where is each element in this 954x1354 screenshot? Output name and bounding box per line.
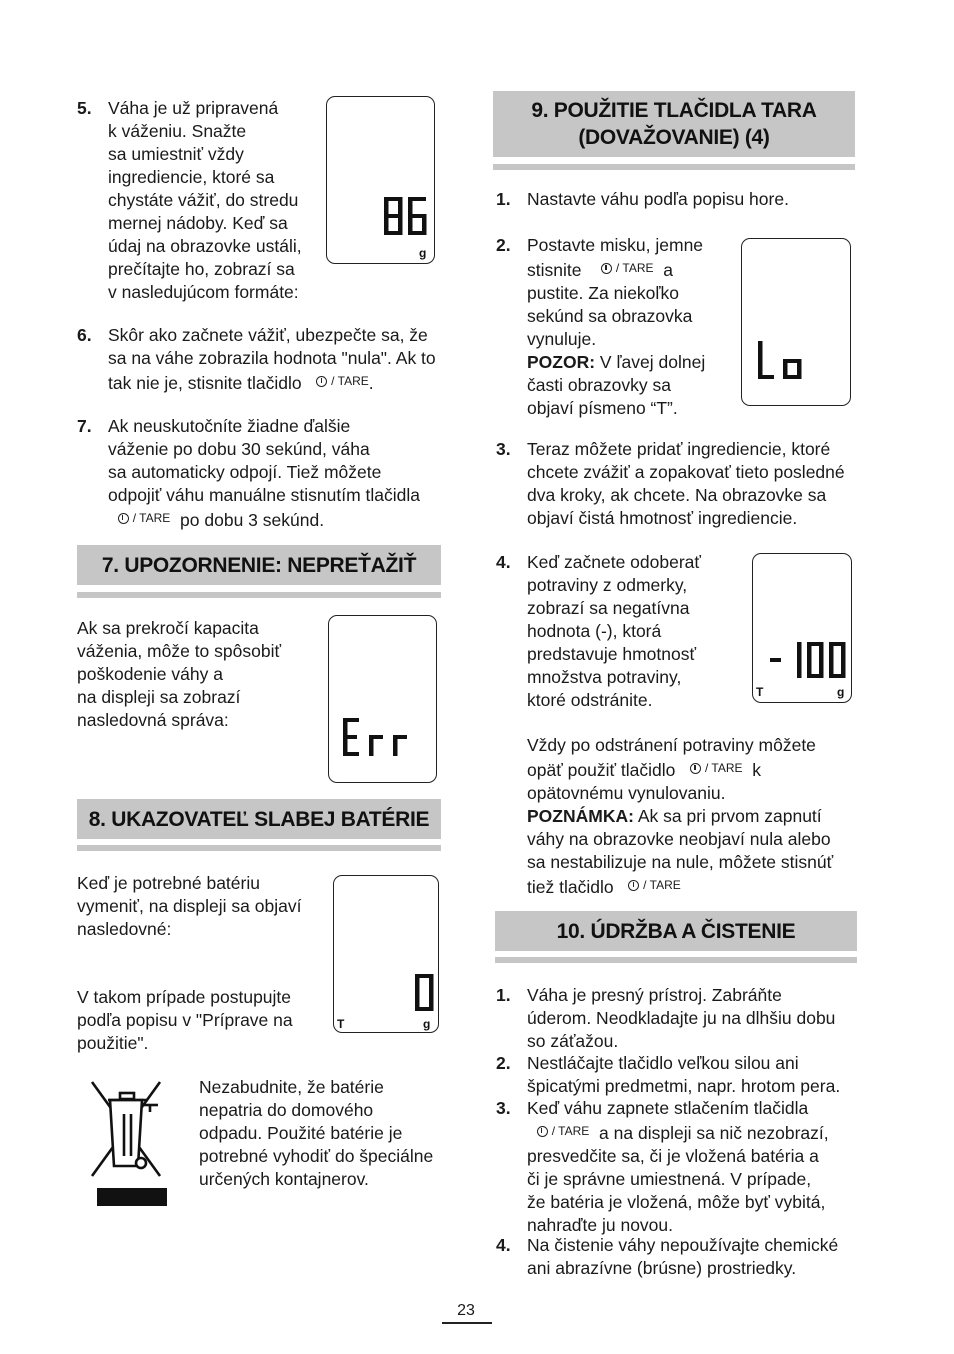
section-heading: 7. UPOZORNENIE: NEPREŤAŽIŤ [77,545,441,585]
tare-button-icon: / TARE [537,1120,590,1143]
item-number: 1. [496,985,511,1005]
item-number: 3. [496,439,511,459]
unit-label: g [419,246,427,260]
section-rule [77,845,441,851]
s10-item3-text: Keď váhu zapnete stlačením tlačidla / TARE a na displeji sa nič nezobrazí, presvedčite sa, či je vložená batéria a či je správne umiestnená. V prípade, že batéria je vložená, môže byť vybitá, nahraďte ju novou. [527,1098,829,1235]
lcd-display-zero [333,875,439,1033]
lcd-display-86 [326,96,435,264]
s10-item4-text: Na čistenie váhy nepoužívajte chemické ani abrazívne (brúsne) prostriedky. [527,1235,839,1278]
s9-item2-text: Postavte misku, jemne stisnite / TARE a pustite. Za niekoľko sekúnd sa obrazovka vynuluje. POZOR: V ľavej dolnej časti obrazovky sa objaví písmeno “T”. [527,235,706,418]
power-icon [118,513,129,524]
s9-after-text: Vždy po odstránení potraviny môžete opäť použiť tlačidlo / TARE k opätovnému vynulovaniu. POZNÁMKA: Ak sa pri prvom zapnutí váhy na obrazovke neobjaví nula alebo sa nestabilizuje na nule, môžete stisnúť tiež tlačidlo / TARE [527,735,834,897]
footer-rule [442,1322,492,1324]
item6-text: Skôr ako začnete vážiť, ubezpečte sa, že sa na váhe zobrazila hodnota "nula". Ak to tak nie je, stisnite tlačidlo / TARE . [108,325,436,393]
power-icon [316,376,327,387]
power-icon [537,1126,548,1137]
s9-item1-text: Nastavte váhu podľa popisu hore. [527,189,789,209]
lcd-readout [753,554,853,704]
tare-flag: T [756,685,764,699]
lcd-display-lo [741,238,851,406]
unit-label: g [837,685,845,699]
item-number: 3. [496,1098,511,1118]
section7-text: Ak sa prekročí kapacita váženia, môže to spôsobiť poškodenie váhy a na displeji sa zobrazí nasledovná správa: [77,618,282,730]
tare-button-icon: / TARE [690,757,743,780]
lcd-readout [742,239,852,407]
item-number: 2. [496,235,511,255]
section8-text-a: Keď je potrebné batériu vymeniť, na displeji sa objaví nasledovné: [77,873,302,939]
crossed-out-bin-icon [88,1078,172,1210]
item-number: 4. [496,552,511,572]
power-icon [690,763,701,774]
lcd-readout [334,876,440,1034]
tare-button-icon: / TARE [628,874,681,897]
section-rule [495,957,857,963]
item5-text: Váha je už pripravená k váženiu. Snažte sa umiestniť vždy ingrediencie, ktoré sa chystáte vážiť, do stredu mernej nádoby. Keď sa údaj na obrazovke ustáli, prečítajte ho, zobrazí sa v nasledujúcom formáte: [108,98,302,302]
power-icon [601,263,612,274]
lcd-readout [327,97,436,265]
item-number: 5. [77,98,92,118]
s9-item4-text: Keď začnete odoberať potraviny z odmerky, zobrazí sa negatívna hodnota (-), ktorá predstavuje hmotnosť množstva potraviny, ktoré odstránite. [527,552,701,710]
s10-item1-text: Váha je presný prístroj. Zabráňte úderom. Neodkladajte ju na dlhšiu dobu so záťažou. [527,985,836,1051]
item-number: 1. [496,189,511,209]
item-number: 7. [77,416,92,436]
section-heading: 9. POUŽITIE TLAČIDLA TARA (DOVAŽOVANIE) (4) [493,91,855,157]
item7-text: Ak neuskutočníte žiadne ďalšie váženie po dobu 30 sekúnd, váha sa automaticky odpojí. Tiež môžete odpojiť váhu manuálne stisnutím tlačidla / TARE po dobu 3 sekúnd. [108,416,421,530]
s10-item2-text: Nestláčajte tlačidlo veľkou silou ani špicatými predmetmi, napr. hrotom pera. [527,1053,841,1096]
unit-label: g [423,1017,431,1031]
tare-button-icon: / TARE [118,507,171,530]
s9-item3-text: Teraz môžete pridať ingrediencie, ktoré chcete zvážiť a zopakovať tieto posledné dva kroky, ak chcete. Na obrazovke sa objaví čistá hmotnosť ingrediencie. [527,439,845,528]
tare-flag: T [337,1017,345,1031]
lcd-display-err [328,615,437,783]
battery-note-text: Nezabudnite, že batérie nepatria do domového odpadu. Použité batérie je potrebné vyhodiť do špeciálne určených kontajnerov. [199,1077,434,1189]
lcd-readout [329,616,438,784]
tare-button-icon: / TARE [316,370,369,393]
lcd-display-minus-100 [752,553,852,703]
section-rule [493,164,855,170]
section8-text-b: V takom prípade postupujte podľa popisu v "Príprave na použitie". [77,987,293,1053]
section-heading: 8. UKAZOVATEĽ SLABEJ BATÉRIE [77,799,441,839]
section-rule [77,592,441,598]
item-number: 2. [496,1053,511,1073]
item-number: 4. [496,1235,511,1255]
page-number: 23 [457,1302,475,1319]
tare-button-icon: / TARE [601,257,654,280]
power-icon [628,880,639,891]
item-number: 6. [77,325,92,345]
section-heading: 10. ÚDRŽBA A ČISTENIE [495,911,857,951]
